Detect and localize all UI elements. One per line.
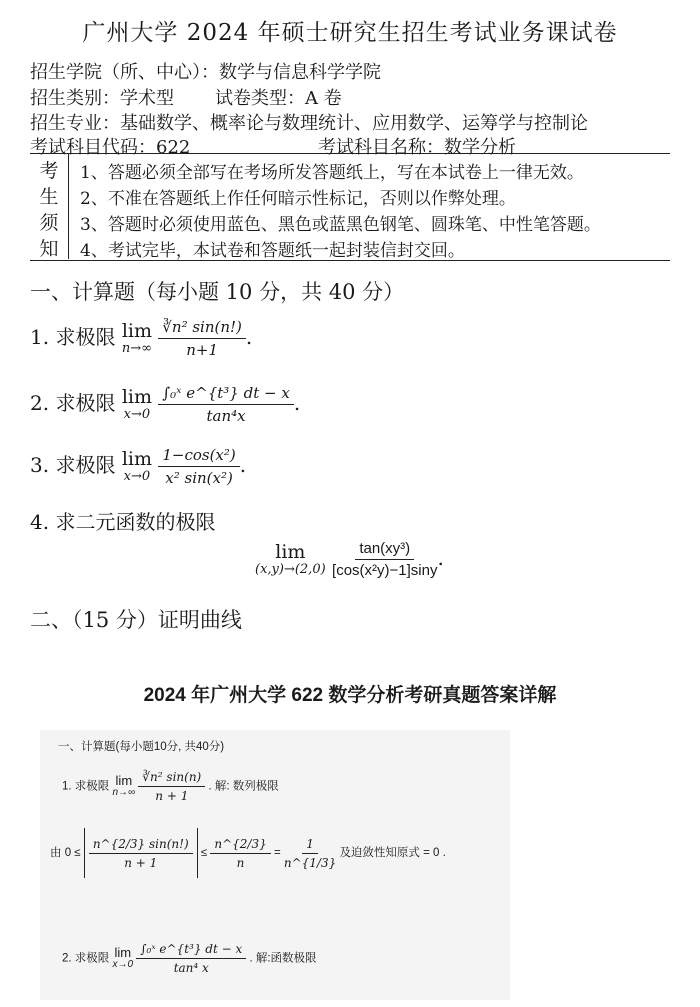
problem-prefix: 2. 求极限: [30, 391, 116, 415]
problem-suffix: .: [293, 391, 301, 415]
limit-operator: [113, 946, 134, 970]
problem-prefix: 1. 求极限: [62, 780, 110, 793]
numerator: tan(xy³): [355, 540, 414, 560]
fraction: [158, 318, 246, 359]
category-line: 招生类别：学术型: [30, 88, 174, 109]
lim-word: lim: [121, 447, 152, 470]
answer-1-work: [50, 828, 446, 878]
lim-sub: x→0: [123, 406, 151, 422]
fraction: [332, 540, 437, 579]
notice-label-char: 须: [39, 212, 59, 234]
lim-word: lim: [275, 540, 306, 563]
fraction: [284, 837, 336, 870]
problem-prefix: 2. 求极限: [62, 952, 110, 965]
notice-divider: [68, 153, 69, 259]
answer-1: [62, 770, 279, 803]
lim-sub: n→∞: [121, 340, 152, 356]
work-prefix: 由 0 ≤: [50, 847, 81, 860]
problem-suffix: .: [239, 453, 247, 477]
numerator: ∫₀ˣ e^{t³} dt − x: [158, 384, 293, 405]
numerator: ∛n² sin(n): [138, 770, 205, 787]
denominator: n^{1/3}: [283, 855, 337, 870]
answer-2: [62, 942, 317, 975]
notice-label-char: 知: [39, 238, 59, 260]
notice-item: 1、答题必须全部写在考场所发答题纸上，写在本试卷上一律无效。: [80, 163, 584, 183]
notice-label-char: 生: [39, 186, 59, 208]
le-sign: ≤: [200, 847, 208, 860]
denominator: n: [236, 855, 245, 870]
numerator: ∫₀ˣ e^{t³} dt − x: [136, 942, 246, 959]
denominator: n+1: [186, 341, 219, 359]
absolute-value: [84, 828, 198, 878]
work-suffix: 及迫敛性知原式 = 0 .: [339, 847, 446, 860]
numerator: n^{2/3} sin(n!): [89, 837, 193, 854]
fraction: [136, 942, 246, 975]
fraction: [158, 446, 239, 487]
problem-suffix: . 解: 数列极限: [208, 780, 279, 793]
problem-suffix: . 解:函数极限: [249, 952, 317, 965]
notice-item: 2、不准在答题纸上作任何暗示性标记，否则以作弊处理。: [80, 189, 516, 209]
fraction: [158, 384, 293, 425]
limit-operator: [121, 447, 152, 484]
numerator: n^{2/3}: [210, 837, 270, 854]
numerator: 1−cos(x²): [158, 446, 239, 467]
paper-type-line: 试卷类型：A 卷: [215, 88, 342, 109]
problem-4-text: 4. 求二元函数的极限: [30, 510, 216, 534]
limit-operator: [113, 774, 136, 798]
notice-item: 3、答题时必须使用蓝色、黑色或蓝黑色钢笔、圆珠笔、中性笔答题。: [80, 215, 601, 235]
eq-sign: =: [273, 847, 281, 860]
fraction: [138, 770, 205, 803]
denominator: tan⁴x: [206, 407, 246, 425]
numerator: 1: [302, 837, 318, 854]
problem-1: [30, 318, 252, 359]
notice-item: 4、考试完毕，本试卷和答题纸一起封装信封交回。: [80, 241, 465, 261]
denominator: [cos(x²y)−1]siny: [332, 562, 438, 579]
problem-4-expression: [255, 540, 444, 579]
denominator: tan⁴ x: [173, 961, 209, 975]
problem-2: [30, 384, 300, 425]
problem-suffix: .: [245, 325, 253, 349]
problem-prefix: 1. 求极限: [30, 325, 116, 349]
limit-operator: [121, 319, 152, 356]
lim-word: lim: [121, 385, 152, 408]
problem-suffix: .: [437, 546, 444, 570]
notice-label-char: 考: [39, 160, 59, 182]
problem-prefix: 3. 求极限: [30, 453, 116, 477]
lim-word: lim: [115, 773, 133, 789]
fraction: [89, 837, 193, 870]
limit-operator: [121, 385, 152, 422]
lim-sub: n→∞: [112, 787, 136, 799]
lim-word: lim: [114, 945, 132, 961]
denominator: n + 1: [124, 855, 158, 870]
denominator: x² sin(x²): [165, 469, 233, 487]
denominator: n + 1: [155, 789, 189, 803]
fraction: [210, 837, 270, 870]
problem-3: [30, 446, 246, 487]
lim-sub: x→0: [112, 959, 134, 971]
subject-code: 考试科目代码：622: [30, 137, 191, 158]
limit-operator: [255, 540, 326, 577]
answers-title: 2024 年广州大学 622 数学分析考研真题答案详解: [143, 685, 557, 706]
exam-title: 广州大学 2024 年硕士研究生招生考试业务课试卷: [82, 20, 618, 46]
majors-line: 招生专业：基础数学、概率论与数理统计、应用数学、运筹学与控制论: [30, 113, 588, 134]
subject-name: 考试科目名称：数学分析: [318, 137, 516, 158]
section2-heading: 二、（15 分）证明曲线: [30, 608, 242, 632]
college-line: 招生学院（所、中心）：数学与信息科学学院: [30, 62, 381, 83]
lim-word: lim: [121, 319, 152, 342]
answers-heading: 一、计算题(每小题10分, 共40分): [58, 741, 225, 753]
section1-heading: 一、计算题（每小题 10 分，共 40 分）: [30, 280, 405, 304]
lim-sub: x→0: [123, 468, 151, 484]
numerator: ∛n² sin(n!): [158, 318, 246, 339]
lim-sub: (x,y)→(2,0): [255, 561, 326, 577]
